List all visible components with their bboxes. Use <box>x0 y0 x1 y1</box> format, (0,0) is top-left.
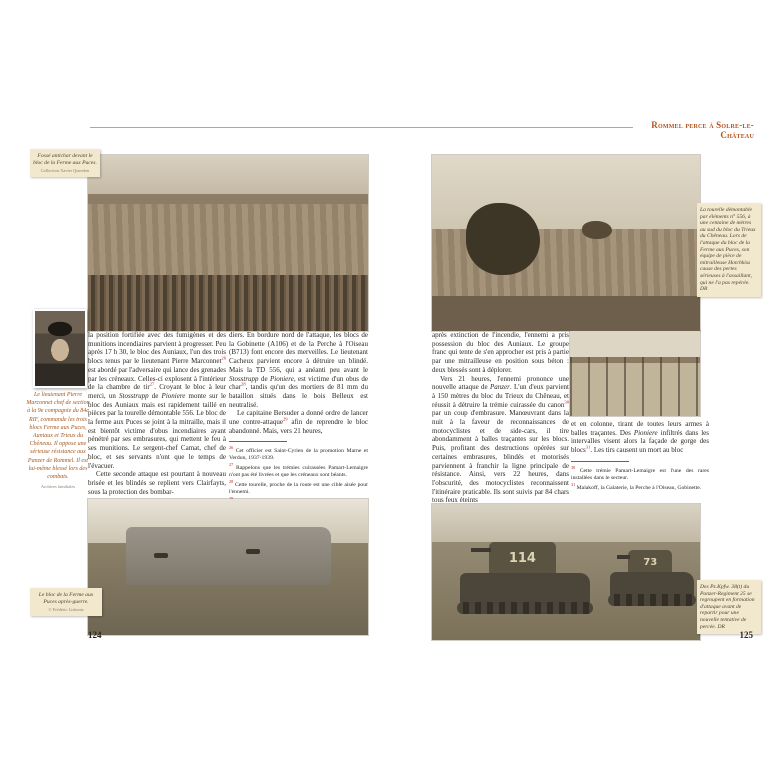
chapter-title: Rommel perce à Solre-le-Château <box>651 120 754 140</box>
right-text-column-1 <box>432 331 569 505</box>
left-text-column-2 <box>229 331 368 512</box>
tank-gun-icon <box>617 555 630 559</box>
caption-text: Fossé antichar devant le bloc de la Ferme aux Puces. <box>33 153 97 166</box>
caption-text: Le lieutenant Pierre Marconnet chef de section à la 9e compagnie du 84e RIF, commande les trois blocs Ferme aux Puces, Auniaux et Trieux du Chêneau. Il oppose une sérieuse résistance aux Panzer de Rommel. Il est lui-même blessé lors des combats. <box>26 392 90 481</box>
turret-bush <box>466 203 540 275</box>
header-rule <box>90 127 633 128</box>
footnote-number: 30 <box>571 464 576 470</box>
footnote-text: Cet officier est Saint-Cyrien de la promotion Marne et Verdun, 1937-1939. <box>229 448 368 462</box>
right-text-column-2 <box>571 420 709 491</box>
caption-turret <box>697 203 761 297</box>
body-paragraph: Le capitaine Bersuder a donné ordre de lancer une contre-attaque$^{29}$ afin de reprendre le bloc abandonné. Mais, vers 21 heures, <box>229 409 368 435</box>
footnote-text: Rappelons que les trémies cuirassées Pamart-Lemaigre n'ont pas été livrées et que les créneaux sont béants. <box>229 465 368 478</box>
tank-turret-number: 114 <box>508 551 536 567</box>
body-paragraph: après extinction de l'incendie, l'ennemi a pris possession du bloc des Auniaux. Le groupe franc qui tente de s'en approcher est pris à partie par une mitrailleuse en position sous béton : deux blessés sont à déplorer. <box>432 331 569 374</box>
footnote <box>571 465 709 482</box>
pasture-posts-photo <box>570 331 700 416</box>
footnote-number: 28 <box>229 478 234 484</box>
photo-palisade-stakes <box>88 275 368 331</box>
footnote <box>229 445 368 462</box>
photo-hedgerow <box>88 194 368 205</box>
caption-anti-tank-ditch <box>30 149 100 177</box>
footnote-text: Cette trémie Pamart-Lemaigre est l'une des rares installées dans le secteur. <box>571 467 709 481</box>
footnote-text: Malakoff, la Galaterie, la Perche à l'Oiseau, Gobinette. <box>576 484 702 491</box>
panzer-38t-tank <box>610 550 694 606</box>
left-text-column-1 <box>88 331 226 496</box>
bunker-embrasure <box>246 549 260 554</box>
body-paragraph: Vers 21 heures, l'ennemi prononce une nouvelle attaque de Panzer. L'un d'eux parvient à 150 mètres du bloc du Trieux du Chêneau, et réussit à détruire la trémie cuirassée du canon$^{30}$ par un coup d'embrasure. Manœuvrant dans la nuit à la faveur de reconnaissances de motocyclistes et de side-cars, il tire abondamment à balles traçantes sur les blocs. Puis, profitant des destructions opérées sur certaines embrasures, blindés et motorisés parviennent à franchir la ligne principale de résistance. Ainsi, vers 22 heures, dans l'obscurité, des motocyclistes reconnaissent l'itinéraire praticable. Ils sont suivis par 84 chars tous feux éteints <box>432 374 570 505</box>
bunker-structure <box>126 527 331 585</box>
caption-text: Des Pz.Kpfw. 38(t) du Panzer-Regiment 25 se regroupent en formation d'attaque avant de repartir pour une nouvelle tentative de percée. DR <box>700 584 755 630</box>
caption-text: La tourelle démontable par éléments n° 556, à une centaine de mètres au sud du bloc du Trieux du Chêneau. Lors de l'attaque du bloc de la Ferme aux Puces, son équipe de pièce de mitrailleuse Hotchkiss cause des pertes sérieuses à l'assaillant, qui ne l'a pas repérée. DR <box>700 207 756 293</box>
body-paragraph: diers. En bordure nord de l'attaque, les blocs de la Gobinette (A106) et de la Perche à l'Oiseau (B713) font encore des merveilles. Le lieutenant Cacheux parvient encore à détruire un blindé. Mais la TD 556, qui a anéanti peu avant le Stosstrupp de Pioniere, est victime d'un obus de char$^{28}$, tandis qu'un des mortiers de 81 mm du bataillon situés dans le bois Belleux est neutralisé. <box>229 331 368 409</box>
tank-tracks <box>457 602 592 614</box>
caption-credit: Archives familiales <box>40 484 76 490</box>
caption-bunker <box>30 588 102 616</box>
bunker-photo <box>88 499 368 635</box>
tank-tracks <box>608 594 695 606</box>
footnote-rule <box>229 441 287 442</box>
footnote-number: 31 <box>571 481 576 487</box>
caption-marconnet <box>26 391 90 491</box>
photo-sky <box>570 331 700 357</box>
tank-turret-number: 73 <box>643 557 658 569</box>
body-paragraph: et en colonne, tirant de toutes leurs armes à balles traçantes. Des Pioniere infiltrés dans les intervalles visent alors la façade de gorge des blocs$^{31}$. Les tirs causent un mort au bloc <box>571 420 709 455</box>
page-number-left: 124 <box>88 630 102 640</box>
footnote <box>571 482 709 492</box>
footnote-rule <box>571 461 629 462</box>
photo-foreground <box>432 296 700 331</box>
caption-panzer-regiment <box>697 580 761 634</box>
photo-sky <box>432 504 700 542</box>
anti-tank-ditch-photo <box>88 155 368 331</box>
tank-gun-icon <box>471 548 491 552</box>
bunker-embrasure <box>154 553 168 558</box>
photo-field-rows <box>88 204 368 274</box>
footnote-number: 26 <box>229 445 234 451</box>
turret-landscape-photo <box>432 155 700 331</box>
page-number-right: 125 <box>739 630 753 640</box>
panzer-regiment-photo <box>432 504 700 640</box>
distant-shrub <box>582 221 612 239</box>
panzer-38t-tank <box>460 542 590 614</box>
footnote-text: Cette tourelle, proche de la route est une cible aisée pour l'ennemi. <box>229 481 368 495</box>
caption-credit: Collection Xavier Querelen <box>40 168 90 174</box>
footnote-number: 27 <box>229 462 234 468</box>
photo-sky <box>88 155 368 194</box>
body-paragraph: la position fortifiée avec des fumigènes et des munitions incendiaires parvient à progresser. Peu après 17 h 30, le bloc des Auniaux, l'un des trois blocs tenus par le lieutenant Pierre Marconnet$^{26}$ est abordé par l'adversaire qui lance des grenades par les créneaux. Celles-ci explosent à l'intérieur de la chambre de tir$^{27}$. Croyant le bloc à leur merci, un Stosstrupp de Pioniere monte sur le bloc des Auniaux mais est rapidement taillé en pièces par la tourelle démontable 556. Le bloc de la ferme aux Puces se joint à la mitraille, mais il est bientôt victime d'obus incendiaires ayant pénétré par ses embrasures, qui mettent le feu à ses munitions. Le sergent-chef Camat, chef de bloc, et ses servants n'ont que le temps de l'évacuer. <box>88 331 227 470</box>
footnote <box>229 462 368 479</box>
body-paragraph: Cette seconde attaque est pourtant à nouveau brisée et les blindés se replient vers Clairfayts, sous la protection des bombar- <box>88 470 226 496</box>
caption-credit: © Frédéric Lisbonis <box>48 607 84 613</box>
photo-fence-posts <box>570 357 700 417</box>
caption-text: Le bloc de la Ferme aux Puces après-guerre. <box>38 592 94 605</box>
footnote <box>229 479 368 496</box>
tank-turret <box>489 542 557 575</box>
marconnet-portrait-photo <box>33 309 87 388</box>
